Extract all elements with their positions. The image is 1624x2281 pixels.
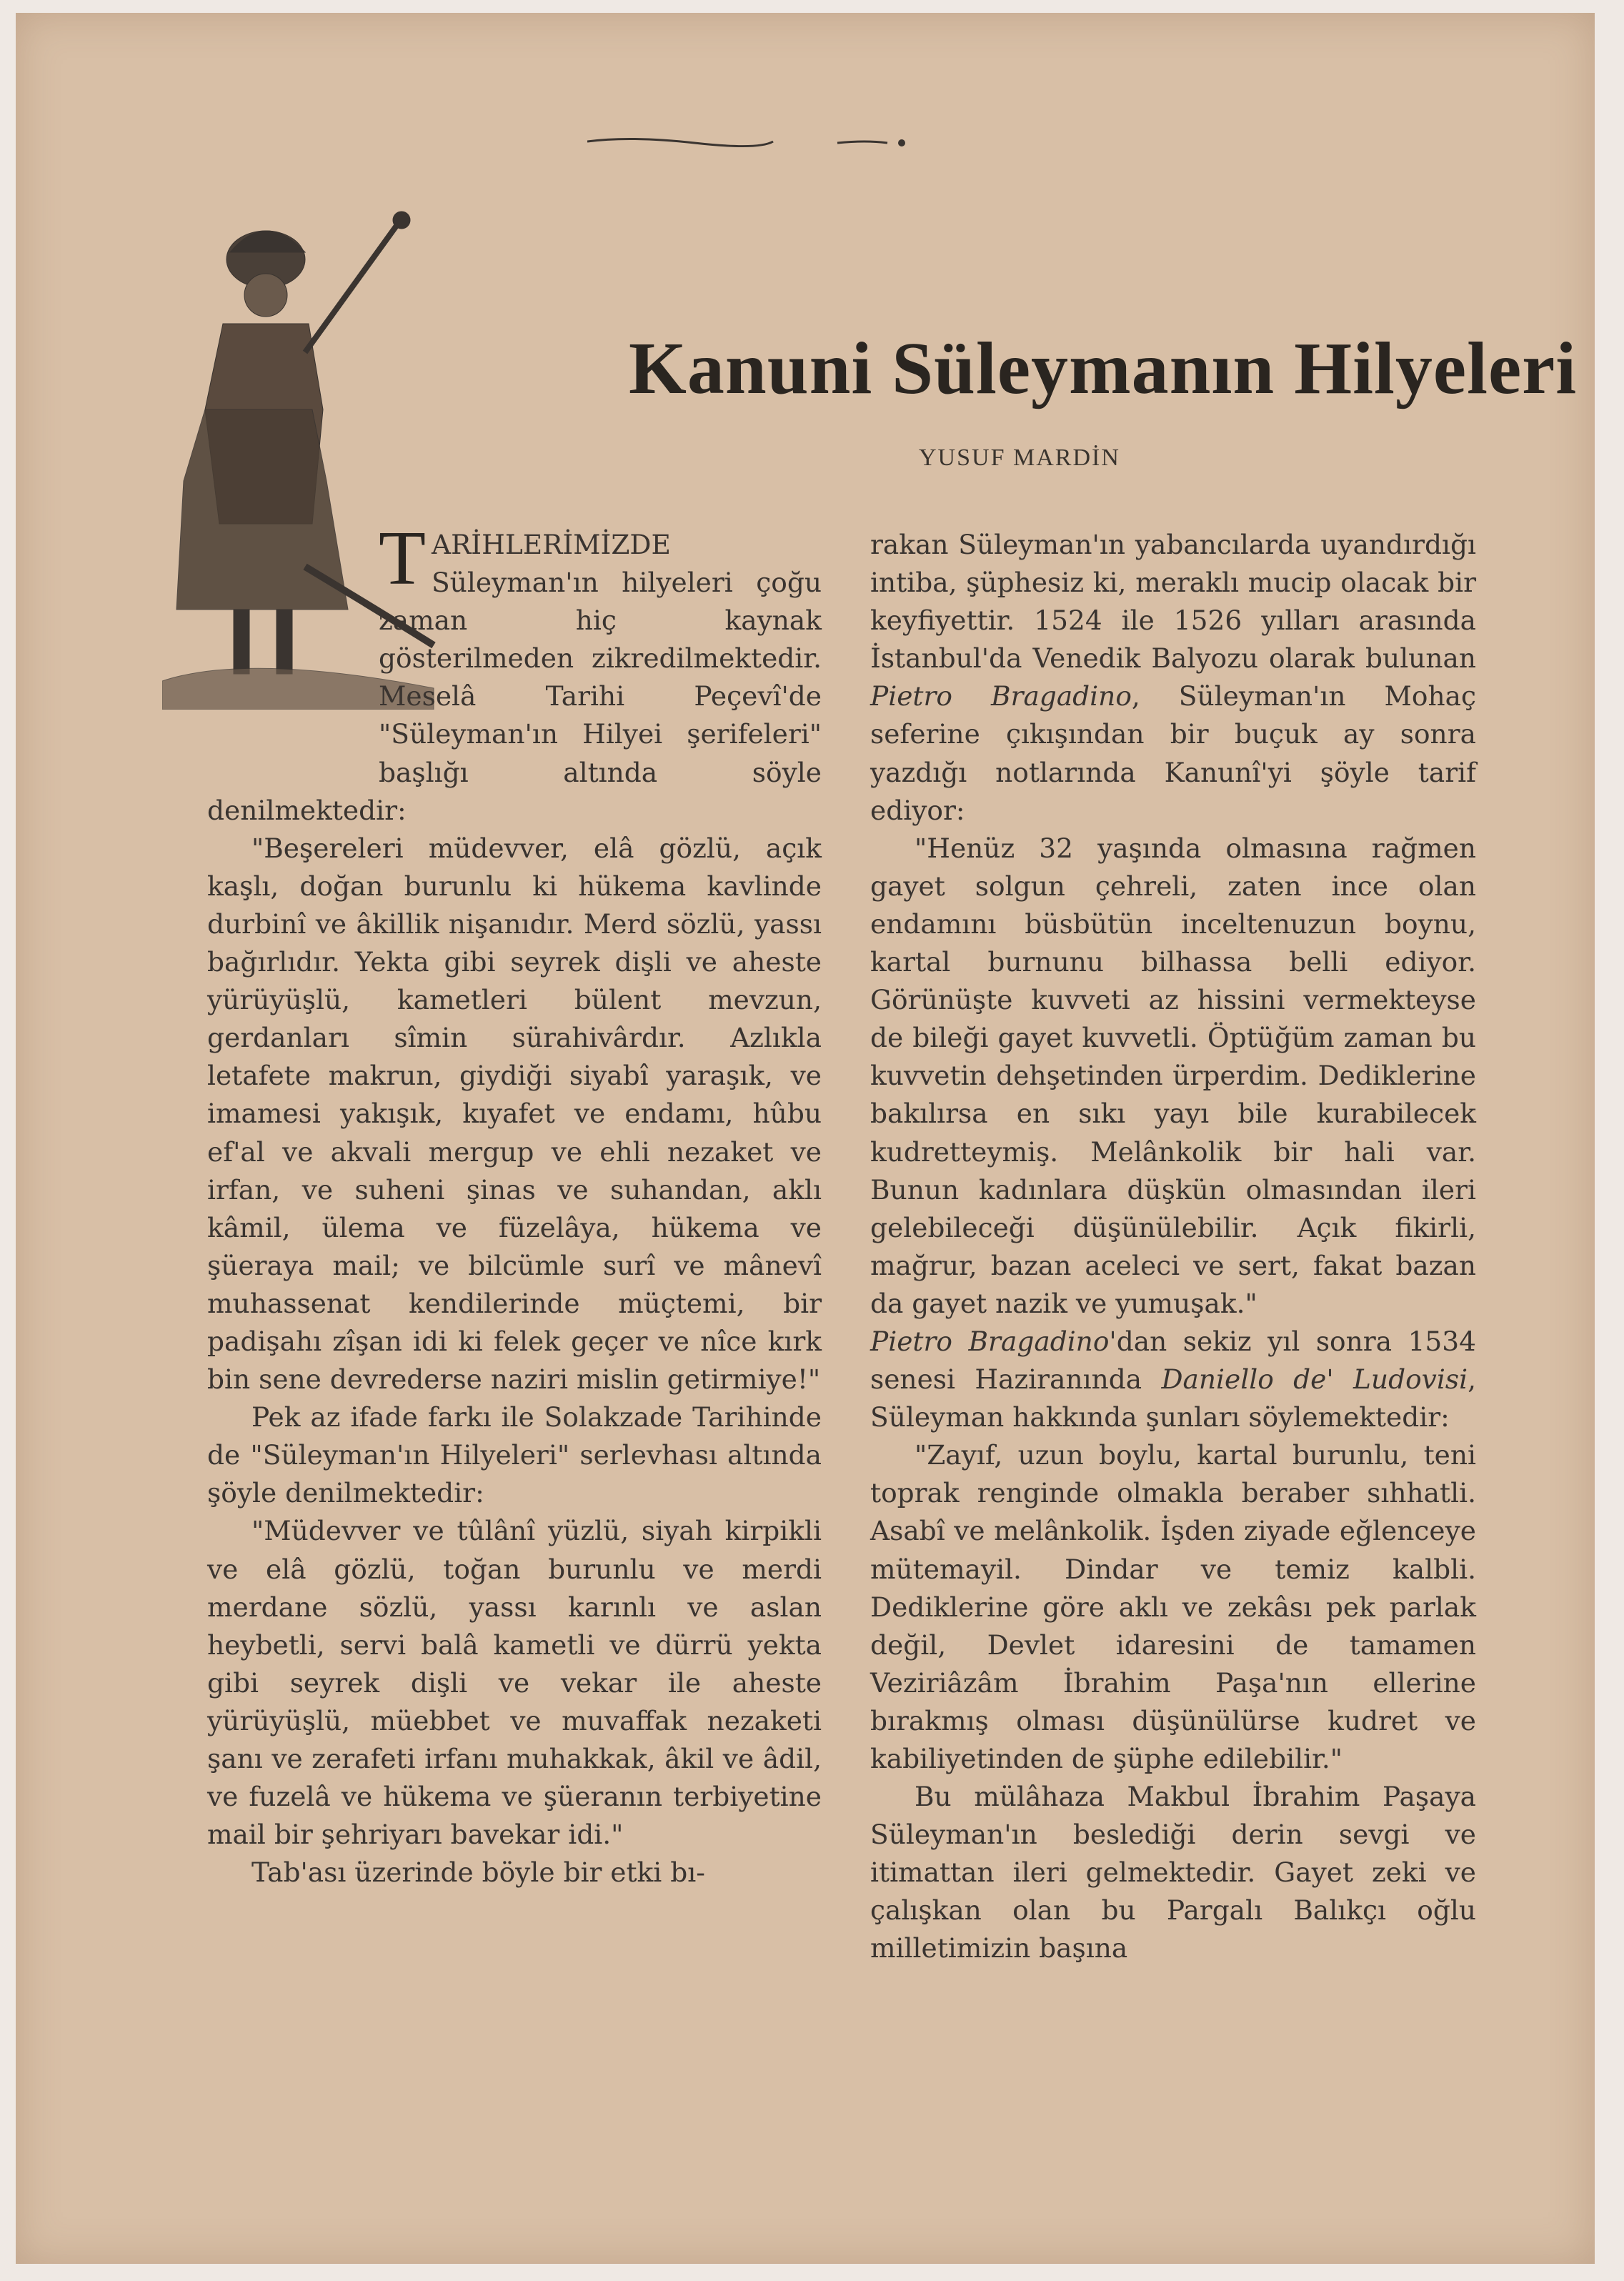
column-left (207, 516, 822, 1892)
ornamental-rule-icon (587, 127, 959, 156)
illustration-wrap-space (207, 526, 379, 757)
paragraph-ibrahim: Bu mülâhaza Makbul İbrahim Paşaya Süleyman'ın beslediği derin sevgi ve itimattan ileri gelmektedir. Gayet zeki ve çalışkan olan bu Pargalı Balıkçı oğlu milletimizin başına (870, 1781, 1476, 1964)
paragraph-continuation: Tab'ası üzerinde böyle bir etki bı- (251, 1857, 705, 1889)
paragraph-intro: TARİHLERİMİZDE Süleyman'ın hilyeleri çoğu zaman hiç kaynak gösterilmeden zikredilmektedir. Meselâ Tarihi Peçevî'de "Süleyman'ın Hilyei şerifeleri" başlığı altında söyle denilmektedir: (207, 516, 822, 826)
paragraph-quote-pecevi: "Beşereleri müdevver, elâ gözlü, açık kaşlı, doğan burunlu ki hükema kavlinde durbinî ve âkillik nişanıdır. Merd sözlü, yassı bağırlıdır. Yekta gibi seyrek dişli ve aheste yürüyüşlü, kametleri bülent mevzun, gerdanları sîmin sürahivârdır. Azlıkla letafete makrun, giydiği siyabî yaraşık, ve imamesi yakışık, kıyafet ve endamı, hûbu ef'al ve akvali mergup ve ehli nezaket ve irfan, ve suheni şinas ve suhandan, aklı kâmil, ülema ve füzelâya, hükema ve şüeraya mail; ve bilcümle surî ve mânevî muhassenat kendilerinde müçtemi, bir padişahı zîşan idi ki felek geçer ve nîce kırk bin sene devrederse naziri mislin getirmiye!" (207, 832, 822, 1396)
paragraph-quote-bragadino: "Henüz 32 yaşında olmasına rağmen gayet solgun çehreli, zaten ince olan endamını büsbütün inceltenuzun boynu, kartal burnunu bilhassa belli ediyor. Görünüşte kuvveti az hissini vermekteyse de bileği gayet kuvvetli. Öptüğüm zaman bu kuvvetin dehşetinden ürperdim. Dediklerine bakılırsa en sıkı yayı bile kurabilecek kudretteymiş. Melânkolik bir hali var. Bunun kadınlara düşkün olmasından ileri gelebileceği düşünülebilir. Açık fikirli, mağrur, bazan aceleci ve sert, fakat bazan da gayet nazik ve yumuşak." (870, 832, 1476, 1319)
paragraph-ludovisi: Pietro Bragadino'dan sekiz yıl sonra 1534 senesi Haziranında Daniello de' Ludovisi, Süleyman hakkında şunları söylemektedir: (870, 1325, 1476, 1433)
paragraph-bragadino: rakan Süleyman'ın yabancılarda uyandırdığı intiba, şüphesiz ki, meraklı mucip olacak bir keyfiyettir. 1524 ile 1526 yılları arasında İstanbul'da Venedik Balyozu olarak bulunan Pietro Bragadino, Süleyman'ın Mohaç seferine çıkışından bir buçuk ay sonra yazdığı notlarında Kanunî'yi şöyle tarif ediyor: (870, 529, 1477, 826)
author-byline: YUSUF MARDİN (919, 444, 1120, 471)
article-title: Kanuni Süleymanın Hilyeleri (629, 327, 1578, 409)
drop-cap: T (379, 516, 426, 601)
newspaper-page (16, 13, 1595, 2264)
column-right (870, 526, 1476, 1968)
paragraph-solakzade: Pek az ifade farkı ile Solakzade Tarihinde de "Süleyman'ın Hilyeleri" serlevhası altında şöyle denilmektedir: (207, 1401, 822, 1509)
paragraph-quote-ludovisi: "Zayıf, uzun boylu, kartal burunlu, teni toprak renginde olmakla beraber sıhhatli. Asabî ve melânkolik. İşden ziyade eğlenceye mütemayil. Dindar ve temiz kalbli. Dediklerine göre aklı ve zekâsı pek parlak değil, Devlet idaresini de tamamen Veziriâzâm İbrahim Paşa'nın ellerine bırakmış olması düşünülürse kudret ve kabiliyetinden de şüphe edilebilir." (870, 1439, 1476, 1774)
paragraph-quote-solakzade: "Müdevver ve tûlânî yüzlü, siyah kirpikli ve elâ gözlü, toğan burunlu ve merdi merdane sözlü, yassı karınlı ve aslan heybetli, servi balâ kametli ve dürrü yekta gibi seyrek dişli ve vekar ile aheste yürüyüşlü, müebbet ve muvaffak nezaketi şanı ve zerafeti irfanı muhakkak, âkil ve âdil, ve fuzelâ ve hükema ve şüeranın terbiyetine mail bir şehriyarı bavekar idi." (207, 1515, 822, 1851)
